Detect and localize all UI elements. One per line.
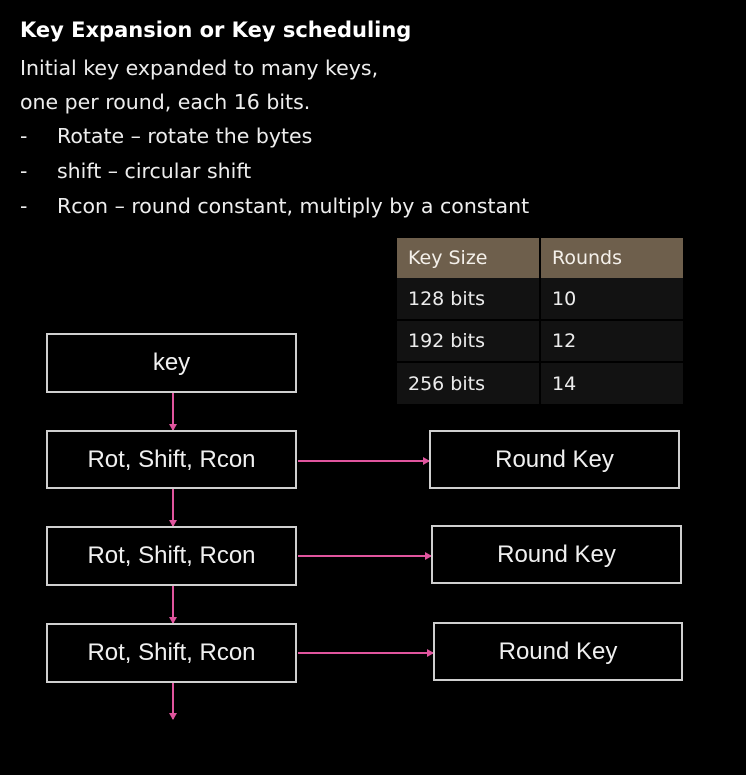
bullet-text: Rotate – rotate the bytes: [57, 124, 313, 148]
bullet-text: Rcon – round constant, multiply by a constant: [57, 194, 530, 218]
rot-shift-rcon-box-1: Rot, Shift, Rcon: [46, 430, 297, 489]
rot-shift-rcon-box-2: Rot, Shift, Rcon: [46, 526, 297, 586]
page-title: Key Expansion or Key scheduling: [20, 18, 412, 42]
key-box: key: [46, 333, 297, 393]
column-header-key-size: Key Size: [397, 238, 540, 278]
round-key-box-1: Round Key: [429, 430, 680, 489]
round-key-box-2: Round Key: [431, 525, 682, 584]
bullet-text: shift – circular shift: [57, 159, 252, 183]
rounds-cell: 12: [540, 320, 683, 362]
rounds-cell: 10: [540, 278, 683, 320]
key-size-cell: 128 bits: [397, 278, 540, 320]
rounds-cell: 14: [540, 362, 683, 404]
bullet-dash: -: [20, 159, 28, 183]
round-key-box-3: Round Key: [433, 622, 683, 681]
key-size-cell: 192 bits: [397, 320, 540, 362]
key-size-cell: 256 bits: [397, 362, 540, 404]
bullet-dash: -: [20, 194, 28, 218]
bullet-dash: -: [20, 124, 28, 148]
rot-shift-rcon-box-3: Rot, Shift, Rcon: [46, 623, 297, 683]
column-header-rounds: Rounds: [540, 238, 683, 278]
intro-line-1: Initial key expanded to many keys,: [20, 56, 379, 80]
intro-line-2: one per round, each 16 bits.: [20, 90, 311, 114]
